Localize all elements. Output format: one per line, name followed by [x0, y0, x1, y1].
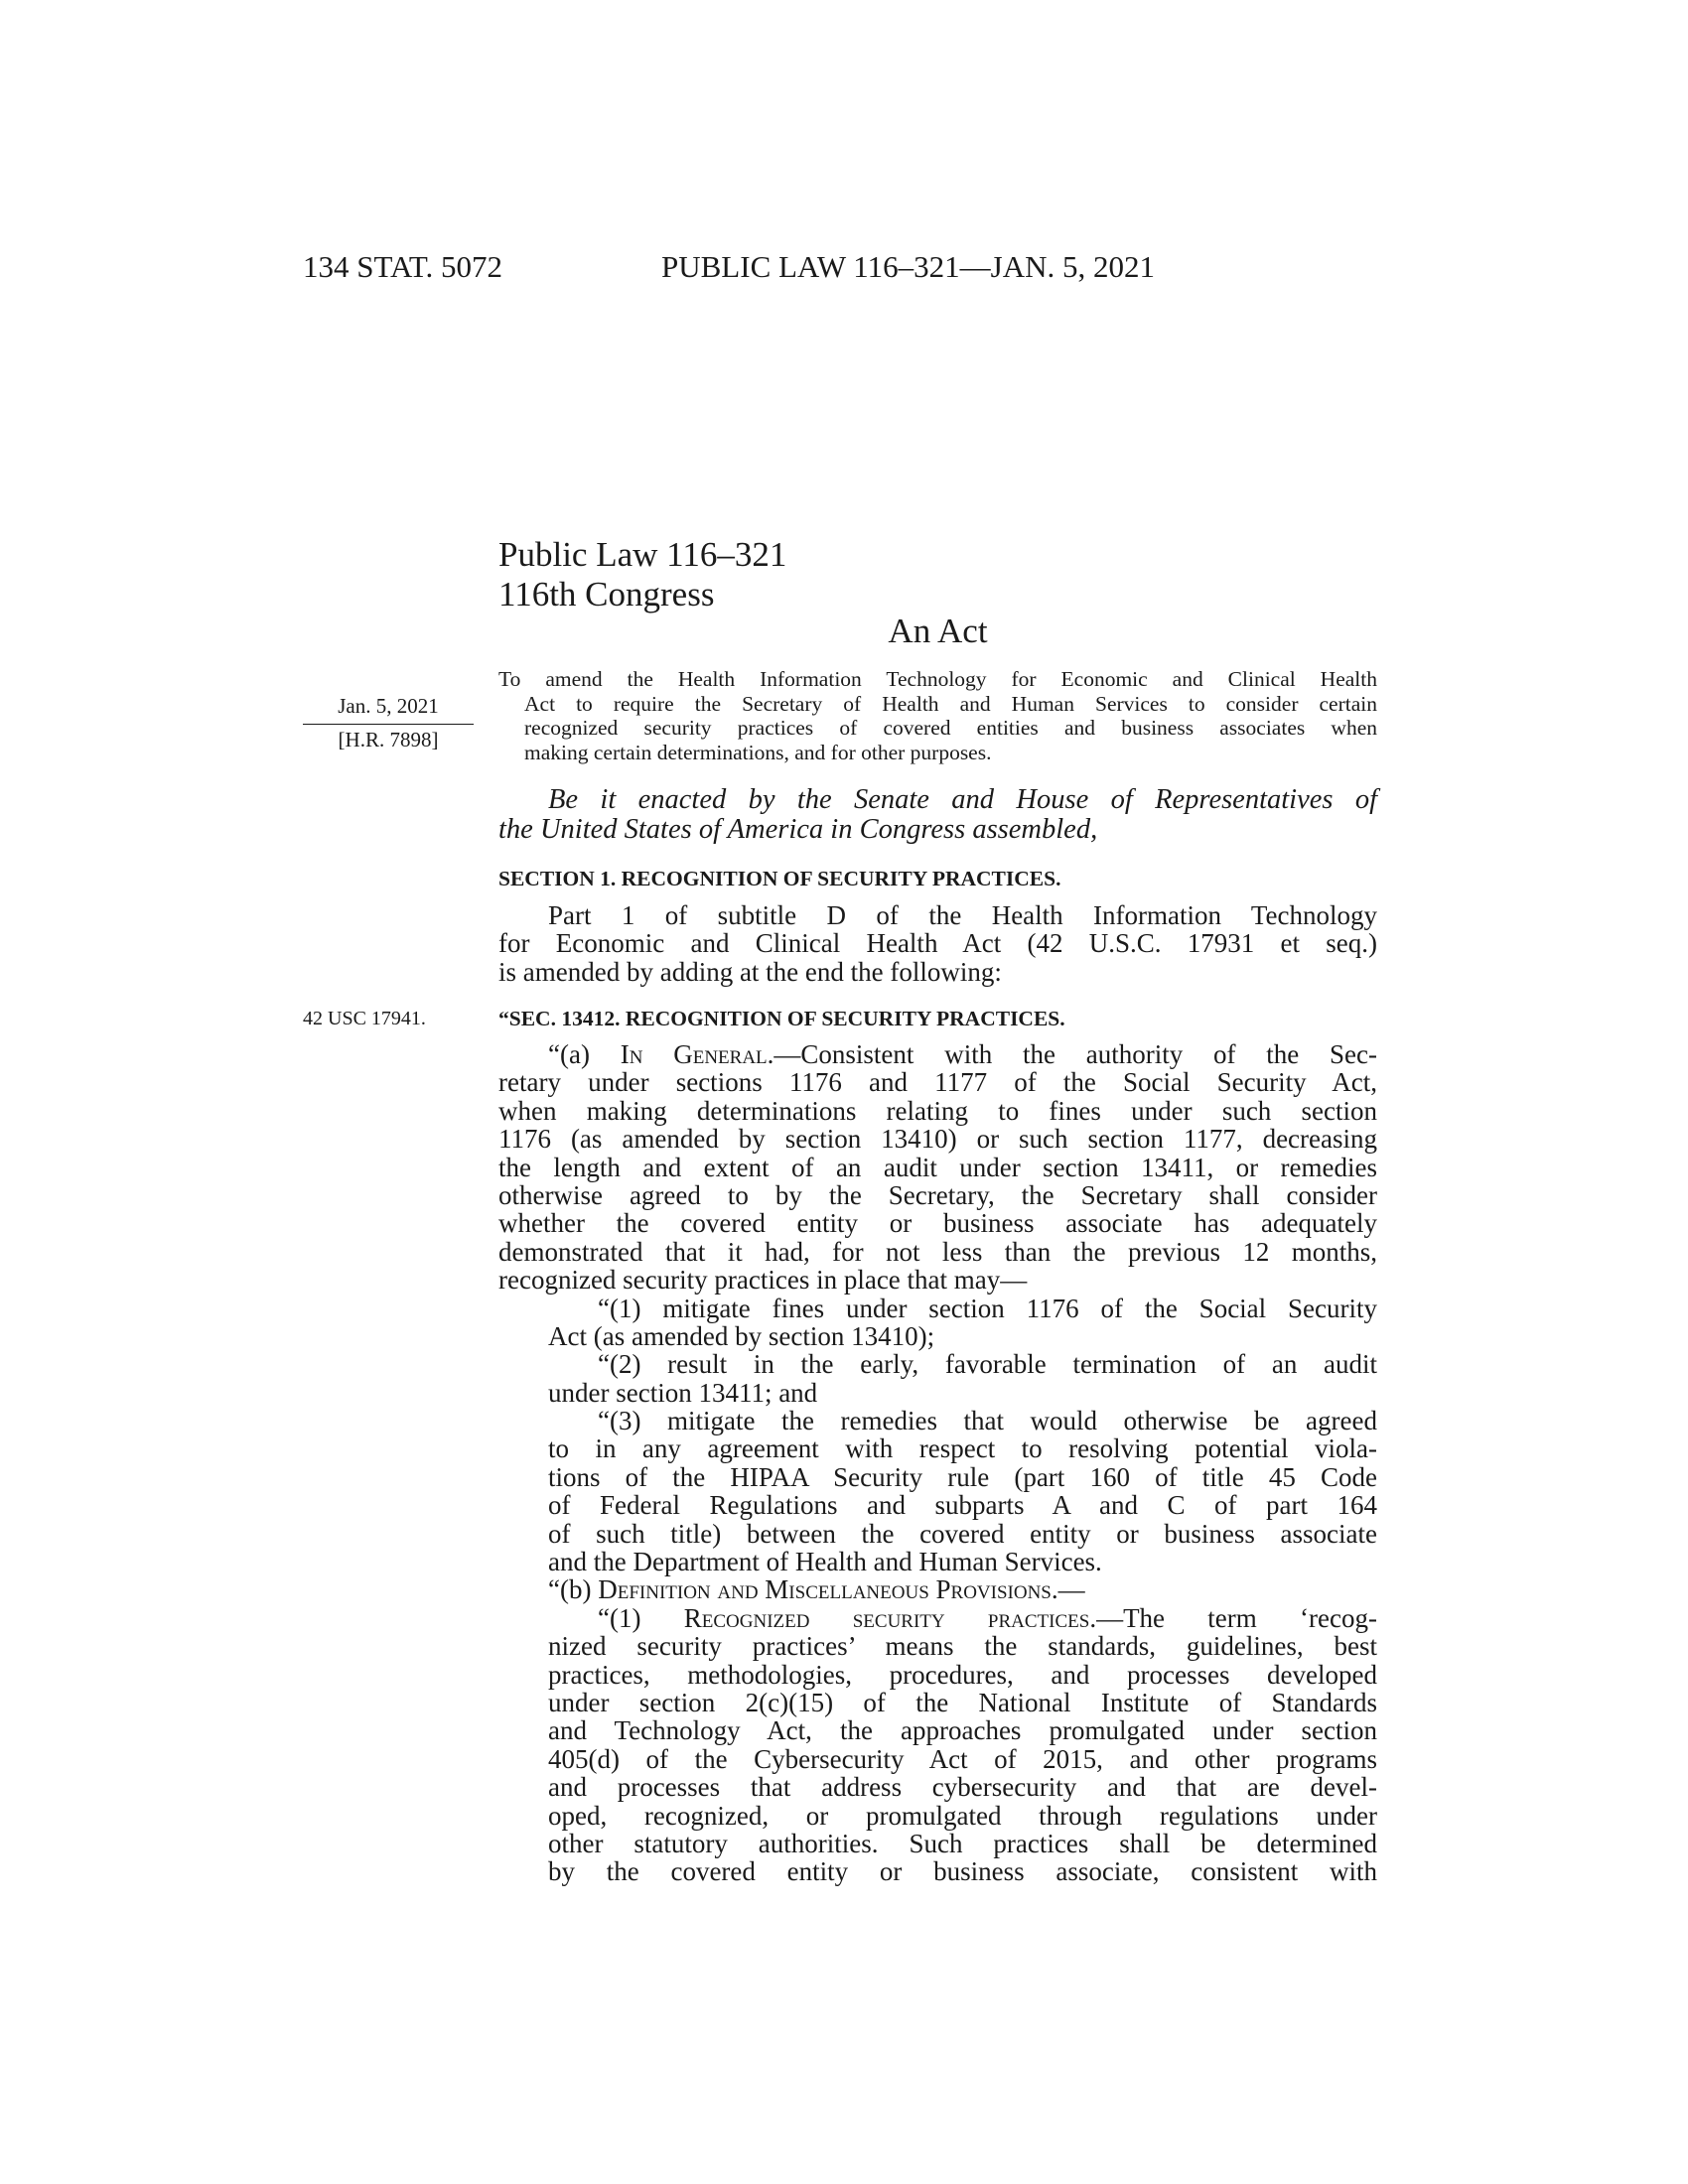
item-3-line: and the Department of Health and Human Services.: [548, 1547, 1102, 1577]
paragraph-b1-first-line-text: .—The term ‘recog-: [1089, 1602, 1377, 1633]
enacting-clause-line: Be it enacted by the Senate and House of Representatives of: [548, 784, 1377, 815]
stat-reference: 134 STAT. 5072: [303, 249, 503, 284]
enacting-clause-line: the United States of America in Congress assembled,: [498, 813, 1098, 845]
margin-note-divider: [303, 724, 474, 725]
section-1-text: [498, 901, 1377, 986]
text-line: demonstrated that it had, for not less than the previous 12 months,: [498, 1236, 1377, 1267]
section-13412-heading: “SEC. 13412. RECOGNITION OF SECURITY PRACTICES.: [498, 1007, 1065, 1030]
paragraph-b1-label: “(1): [598, 1602, 684, 1633]
margin-note-bill: [H.R. 7898]: [338, 728, 439, 751]
subsection-b-heading-dash: .—: [1051, 1574, 1085, 1605]
text-line: for Economic and Clinical Health Act (42 U.S.C. 17931 et seq.): [498, 928, 1377, 959]
act-purpose: [498, 667, 1377, 764]
paragraph-b1-line: and Technology Act, the approaches promulgated under section: [548, 1715, 1377, 1746]
margin-note-usc-citation: 42 USC 17941.: [303, 1008, 426, 1029]
text-line: when making determinations relating to fines under such section: [498, 1095, 1377, 1126]
subsection-b-heading: Definition and Miscellaneous Provisions: [598, 1574, 1052, 1605]
enacting-clause: [498, 786, 1377, 845]
paragraph-b1-line: 405(d) of the Cybersecurity Act of 2015, and other programs: [548, 1743, 1377, 1774]
paragraph-b1-line: and processes that address cybersecurity and that are devel-: [548, 1772, 1377, 1803]
text-line: 1176 (as amended by section 13410) or such section 1177, decreasing: [498, 1124, 1377, 1155]
subsection-b-heading-line: [498, 1575, 1377, 1603]
law-number: Public Law 116–321: [498, 535, 787, 574]
item-1-line: “(1) mitigate fines under section 1176 of the Social Security: [598, 1293, 1377, 1323]
text-line: whether the covered entity or business associate has adequately: [498, 1208, 1377, 1239]
section-13412-body: [498, 1040, 1377, 1886]
paragraph-b1-line: under section 2(c)(15) of the National Institute of Standards: [548, 1687, 1377, 1717]
text-line: is amended by adding at the end the following:: [498, 956, 1002, 987]
subsection-b-label: “(b): [548, 1574, 599, 1605]
paragraph-b1-line: nized security practices’ means the standards, guidelines, best: [548, 1631, 1377, 1662]
paragraph-b1-line: practices, methodologies, procedures, and processes developed: [548, 1659, 1377, 1690]
text-line: Part 1 of subtitle D of the Health Information Technology: [548, 900, 1377, 930]
item-3-line: of such title) between the covered entity or business associate: [548, 1518, 1377, 1549]
text-line: the length and extent of an audit under section 13411, or remedies: [498, 1152, 1377, 1182]
text-line: otherwise agreed to by the Secretary, the Secretary shall consider: [498, 1179, 1377, 1210]
item-3-line: “(3) mitigate the remedies that would otherwise be agreed: [598, 1406, 1377, 1436]
item-1-line: Act (as amended by section 13410);: [548, 1320, 935, 1351]
paragraph-b1-line: oped, recognized, or promulgated through regulations under: [548, 1800, 1377, 1831]
item-2-line: “(2) result in the early, favorable termination of an audit: [598, 1349, 1377, 1380]
subsection-a-first-line-text: .—Consistent with the authority of the Sec-: [767, 1039, 1377, 1069]
item-3-line: to in any agreement with respect to resolving potential viola-: [548, 1433, 1377, 1464]
purpose-line: Act to require the Secretary of Health and Human Services to consider certain: [524, 691, 1377, 716]
paragraph-b1-first-line: [498, 1604, 1377, 1632]
paragraph-b1-line: by the covered entity or business associate, consistent with: [548, 1856, 1377, 1887]
subsection-a-first-line: [498, 1040, 1377, 1068]
item-3-line: of Federal Regulations and subparts A and C of part 164: [548, 1490, 1377, 1521]
margin-note-date: Jan. 5, 2021: [338, 694, 439, 718]
purpose-line: recognized security practices of covered entities and business associates when: [524, 716, 1377, 740]
congress-label: 116th Congress: [498, 575, 715, 614]
item-2-line: under section 13411; and: [548, 1377, 818, 1408]
paragraph-b1-line: other statutory authorities. Such practices shall be determined: [548, 1828, 1377, 1858]
purpose-line: To amend the Health Information Technology for Economic and Clinical Health: [498, 667, 1377, 691]
text-line: retary under sections 1176 and 1177 of the Social Security Act,: [498, 1067, 1377, 1098]
section-1-heading: SECTION 1. RECOGNITION OF SECURITY PRACTICES.: [498, 867, 1061, 890]
paragraph-b1-heading: Recognized security practices: [683, 1602, 1090, 1633]
item-3-line: tions of the HIPAA Security rule (part 160 of title 45 Code: [548, 1461, 1377, 1492]
act-title: An Act: [888, 612, 988, 650]
law-header: PUBLIC LAW 116–321—JAN. 5, 2021: [661, 249, 1155, 284]
subsection-a-label: “(a): [548, 1039, 621, 1069]
subsection-a-heading: In General: [620, 1039, 768, 1069]
text-line: recognized security practices in place that may—: [498, 1265, 1028, 1296]
purpose-line: making certain determinations, and for other purposes.: [524, 740, 992, 764]
